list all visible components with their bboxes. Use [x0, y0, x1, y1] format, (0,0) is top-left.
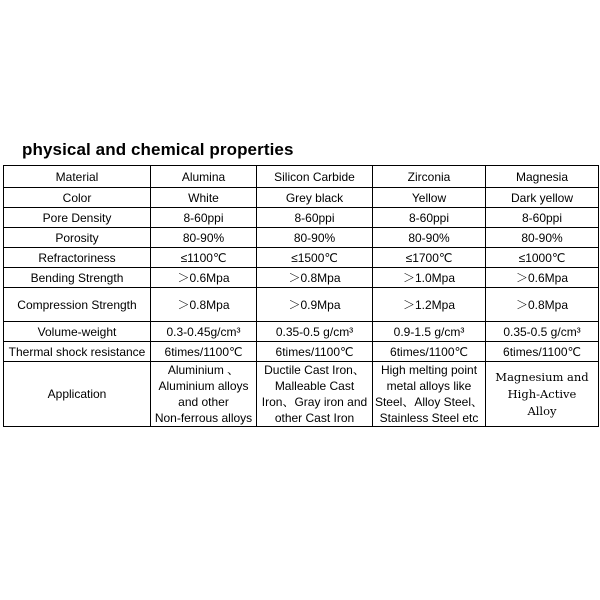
application-line: Non-ferrous alloys: [154, 411, 253, 425]
table-cell: ＞0.6Mpa: [486, 268, 599, 288]
row-label: Thermal shock resistance: [4, 342, 151, 362]
table-cell: ＞1.2Mpa: [373, 288, 486, 322]
row-label: Refractoriness: [4, 248, 151, 268]
table-row-porosity: [4, 228, 599, 248]
table-row-volume-weight: [4, 322, 599, 342]
table-cell: ≤1500℃: [257, 248, 373, 268]
table-cell: 6times/1100℃: [486, 342, 599, 362]
table-cell: 0.35-0.5 g/cm³: [257, 322, 373, 342]
application-cell-alumina: [151, 362, 257, 427]
table-cell: ≤1000℃: [486, 248, 599, 268]
row-label: Bending Strength: [4, 268, 151, 288]
table-cell: 6times/1100℃: [373, 342, 486, 362]
header-cell-magnesia: Magnesia: [486, 166, 599, 188]
row-label: Porosity: [4, 228, 151, 248]
table-cell: ＞0.8Mpa: [486, 288, 599, 322]
table-row-application: [4, 362, 599, 427]
table-cell: 80-90%: [151, 228, 257, 248]
table-cell: 0.3-0.45g/cm³: [151, 322, 257, 342]
application-cell-magnesia: [486, 362, 599, 427]
application-line: Magnesium and: [495, 369, 589, 384]
header-cell-zirconia: Zirconia: [373, 166, 486, 188]
table-cell: 80-90%: [257, 228, 373, 248]
application-line: Alloy: [527, 403, 557, 418]
table-cell: ≤1100℃: [151, 248, 257, 268]
application-line: Malleable Cast: [274, 379, 355, 393]
application-line: High melting point: [380, 363, 478, 377]
table-cell: 8-60ppi: [257, 208, 373, 228]
table-cell: 8-60ppi: [151, 208, 257, 228]
application-line: Aluminium alloys: [158, 379, 249, 393]
table-cell: 8-60ppi: [373, 208, 486, 228]
application-line: Ductile Cast Iron、: [264, 363, 365, 377]
table-row-refractoriness: [4, 248, 599, 268]
header-cell-silicon-carbide: Silicon Carbide: [257, 166, 373, 188]
table-cell: ＞1.0Mpa: [373, 268, 486, 288]
application-line: other Cast Iron: [274, 411, 355, 425]
table-cell: 0.35-0.5 g/cm³: [486, 322, 599, 342]
table-cell: 6times/1100℃: [257, 342, 373, 362]
properties-table: [3, 165, 599, 427]
application-line: Aluminium 、: [167, 363, 240, 377]
table-row-bending-strength: [4, 268, 599, 288]
row-label: Color: [4, 188, 151, 208]
table-cell: 80-90%: [373, 228, 486, 248]
application-line: metal alloys like: [386, 379, 472, 393]
table-row-color: [4, 188, 599, 208]
application-line: High-Active: [507, 386, 577, 401]
table-cell: 0.9-1.5 g/cm³: [373, 322, 486, 342]
row-label: Application: [4, 362, 151, 427]
application-cell-silicon-carbide: [257, 362, 373, 427]
application-line: Iron、Gray iron and: [261, 395, 368, 409]
table-cell: Yellow: [373, 188, 486, 208]
table-cell: ≤1700℃: [373, 248, 486, 268]
table-row-compression-strength: [4, 288, 599, 322]
table-cell: White: [151, 188, 257, 208]
table-cell: 80-90%: [486, 228, 599, 248]
table-row-thermal-shock-resistance: [4, 342, 599, 362]
header-cell-alumina: Alumina: [151, 166, 257, 188]
table-cell: Dark yellow: [486, 188, 599, 208]
table-cell: ＞0.6Mpa: [151, 268, 257, 288]
application-line: Steel、Alloy Steel、: [374, 395, 484, 409]
application-line: Stainless Steel etc: [379, 411, 479, 425]
table-cell: Grey black: [257, 188, 373, 208]
table-cell: 8-60ppi: [486, 208, 599, 228]
application-cell-zirconia: [373, 362, 486, 427]
header-cell-material: Material: [4, 166, 151, 188]
row-label: Pore Density: [4, 208, 151, 228]
table-cell: 6times/1100℃: [151, 342, 257, 362]
table-cell: ＞0.9Mpa: [257, 288, 373, 322]
table-header-row: [4, 166, 599, 188]
application-line: and other: [178, 395, 229, 409]
table-cell: ＞0.8Mpa: [257, 268, 373, 288]
document-title: physical and chemical properties: [22, 140, 294, 159]
row-label: Compression Strength: [4, 288, 151, 322]
row-label: Volume-weight: [4, 322, 151, 342]
table-row-pore-density: [4, 208, 599, 228]
table-cell: ＞0.8Mpa: [151, 288, 257, 322]
